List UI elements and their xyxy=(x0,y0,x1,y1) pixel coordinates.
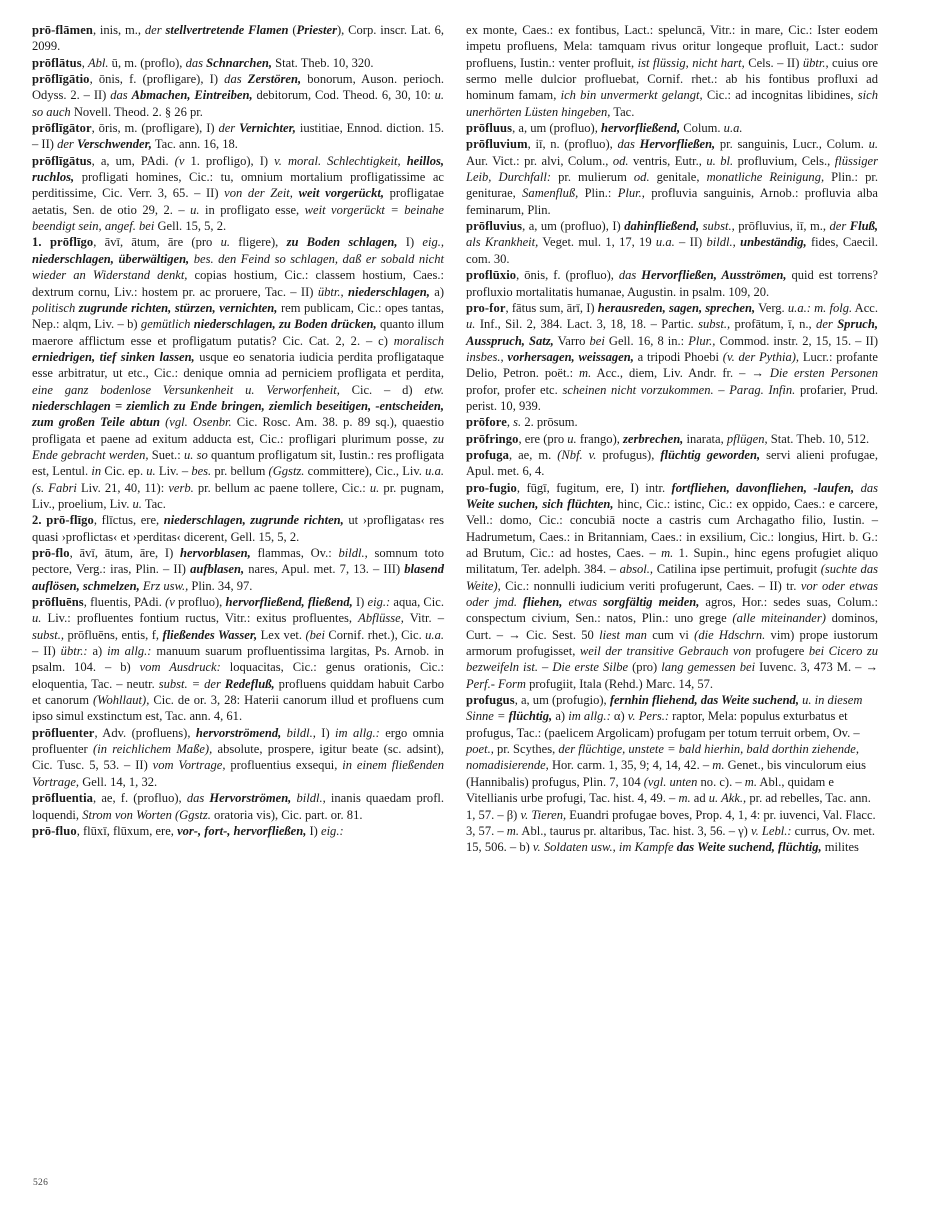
dictionary-entry: prō-flāmen, inis, m., der stellvertretende Flamen (Priester), Corp. inscr. Lat. 6, 2099. xyxy=(32,23,444,54)
page-number: 526 xyxy=(33,1178,49,1188)
dictionary-entry: prōfringo, ere (pro u. frango), zerbrechen, inarata, pflügen, Stat. Theb. 10, 512. xyxy=(466,431,870,446)
dictionary-entry: profugus, a, um (profugio), fernhin fliehend, das Weite suchend, u. in diesem Sinne = flüchtig, a) im allg.: α) v. Pers.: raptor, Mela: populus exturbatus et profugus, Tac.: (paelicem Argolicam) profugam per totum terruit orbem, Ov. – poet., pr. Scythes, der flüchtige, unstete = bald hierhin, bald dorthin ziehende, nomadisierende, Hor. carm. 1, 35, 9; 4, 14, 42. – m. Genet., bis vinculorum eius (Hannibalis) profugus, Plin. 7, 104 (vgl. unten no. c). – m. Abl., quidam e Vitellianis urbe profugi, Tac. hist. 4, 49. – m. ad u. Akk., pr. ad rebelles, Tac. ann. 1, 57. – β) v. Tieren, Euandri profugae boves, Prop. 4, 1, 4: pr. iuvenci, Val. Flacc. 3, 57. – m. Abl., taurus pr. altaribus, Tac. hist. 3, 56. – γ) v. Lebl.: currus, Ov. met. 15, 506. – b) v. Soldaten usw., im Kampfe das Weite suchend, flüchtig, milites xyxy=(466,693,876,855)
dictionary-entry: prōfluus, a, um (profluo), hervorfließend, Colum. u.a. xyxy=(466,121,743,136)
dictionary-entry: prōfluentia, ae, f. (profluo), das Hervorströmen, bildl., inanis quaedam profl. loquendi, Strom von Worten (Ggstz. oratoria vis), Cic. part. or. 81. xyxy=(32,791,444,822)
dictionary-entry: prō-flo, āvī, ātum, āre, I) hervorblasen, flammas, Ov.: bildl., somnum toto pectore, Verg.: iras, Plin. – II) aufblasen, nares, Apul. met. 7, 13. – III) blasend auflösen, schmelzen, Erz usw., Plin. 34, 97. xyxy=(32,546,444,593)
dictionary-entry: 1. prōflīgo, āvī, ātum, āre (pro u. fligere), zu Boden schlagen, I) eig., niederschlagen, überwältigen, bes. den Feind so schlagen, daß er sobald nicht wieder an Widerstand denkt, copias hostium, Cic.: classem hostium, Caes.: dextrum cornu, Liv.: hostem pr. ac proruere, Tac. – II) übtr., niederschlagen, a) politisch zugrunde richten, stürzen, vernichten, rem publicam, Cic.: opes tantas, Nep.: alqm, Liv. – b) gemütlich niederschlagen, zu Boden drücken, quanto illum maerore afflictum esse et profligatum putatis? Cic. Cat. 2, 2. – c) moralisch erniedrigen, tief sinken lassen, usque eo senatoria iudicia perdita profligataque esse arbitratur, ut etc., Cic.: denique omnia ad perniciem profligata et perdita, eine ganz bodenlose Versunkenheit u. Verworfenheit, Cic. – d) etw. niederschlagen = ziemlich zu Ende bringen, ziemlich beseitigen, -entscheiden, zum großen Teile abtun (vgl. Osenbr. Cic. Rosc. Am. 38. p. 89 sq.), quaestio profligata et paene ad exitum adducta est, Cic.: profligari plurimum posse, zu Ende gebracht werden, Suet.: u. so quantum profligatum sit, Iustin.: res profligata est, Lentul. in Cic. ep. u. Liv. – bes. pr. bellum (Ggstz. committere), Cic., Liv. u.a. (s. Fabri Liv. 21, 40, 11): verb. pr. bellum ac paene tollere, Cic.: u. pr. pugnam, Liv., proelium, Liv. u. Tac. xyxy=(32,235,445,511)
dictionary-entry: pro-fugio, fūgī, fugitum, ere, I) intr. fortfliehen, davonfliehen, -laufen, das Weite suchen, sich flüchten, hinc, Cic.: istinc, Cic.: ex oppido, Caes.: e carcere, Vell.: domo, Cic.: concubiā nocte a castris cum Archagatho filio, Iustin. – Hadrumetum, Caes.: in Britanniam, Caes.: in exsilium, Cic.: longius, Hirt. b. G.: ad Brutum, Cic.: ad hostes, Caes. – m. 1. Supin., hinc egens profugiet aliquo militatum, Ter. adelph. 384. – absol., Catilina ipse pertimuit, profugit (suchte das Weite), Cic.: nonnulli iudicium veriti profugerunt, Caes. – II) tr. vor oder etwas oder jmd. fliehen, etwas sorgfältig meiden, agros, Hor.: sedes suas, Colum.: conspectum civium, Sen.: natos, Plin.: uno grege (alle miteinander) dominos, Curt. – → Cic. Sest. 50 liest man cum vi (die Hdschrn. vim) prope iustorum armorum profugisset, weil der transitive Gebrauch von profugere bei Cicero zu bezweifeln ist. – Die erste Silbe (pro) lang gemessen bei Iuvenc. 3, 473 M. – → Perf.- Form profugiit, Itala (Rehd.) Marc. 14, 57. xyxy=(466,480,879,691)
dictionary-entry: profuga, ae, m. (Nbf. v. profugus), flüchtig geworden, servi alieni profugae, Apul. met. 6, 4. xyxy=(466,447,879,479)
dictionary-entry: proflūxio, ōnis, f. (profluo), das Hervorfließen, Ausströmen, quid est torrens? profluxio mortalitatis humanae, Augustin. in psalm. 109, 20. xyxy=(466,268,878,299)
dictionary-entry: prōflīgātus, a, um, PAdi. (v 1. profligo), I) v. moral. Schlechtigkeit, heillos, ruchlos, profligati homines, Cic.: tu, omnium mortalium profligatissime ac perditissime, Cic. Verr. 3, 65. – II) von der Zeit, weit vorgerückt, profligatae aetatis, Sen. de otio 29, 2. – u. in profligato esse, weit vorgerückt = beinahe beendigt sein, angef. bei Gell. 15, 5, 2. xyxy=(32,153,445,234)
dictionary-entry: prōflīgātio, ōnis, f. (profligare), I) das Zerstören, bonorum, Auson. perioch. Odyss. 2. – II) das Abmachen, Eintreiben, debitorum, Cod. Theod. 6, 30, 10: u. so auch Novell. Theod. 2. § 26 pr. xyxy=(32,72,444,119)
dictionary-entry: prō-fluo, flūxī, flūxum, ere, vor-, fort-, hervorfließen, I) eig.: xyxy=(32,823,344,838)
dictionary-entry: prōfluenter, Adv. (profluens), hervorströmend, bildl., I) im allg.: ergo omnia profluenter (in reichlichem Maße), absolute, prospere, igitur beate (sc. adsint), Cic. Tusc. 5, 53. – II) vom Vortrage, profluentius exsequi, in einem fließenden Vortrage, Gell. 14, 1, 32. xyxy=(32,725,445,789)
left-text-column xyxy=(32,22,444,1172)
dictionary-entry: prōfore, s. 2. prōsum. xyxy=(466,415,578,430)
right-text-column xyxy=(466,22,878,1172)
dictionary-entry: prōflīgātor, ōris, m. (profligare), I) der Vernichter, iustitiae, Ennod. diction. 15. – II) der Verschwender, Tac. ann. 16, 18. xyxy=(32,121,444,152)
dictionary-entry: prōfluvium, iī, n. (profluo), das Hervorfließen, pr. sanguinis, Lucr., Colum. u. Aur. Vict.: pr. alvi, Colum., od. ventris, Eutr., u. bl. profluvium, Cels., flüssiger Leib, Durchfall: pr. mulierum od. genitale, monatliche Reinigung, Plin.: pr. geniturae, Samenfluß, Plin.: Plur., profluvia sanguinis, Arnob.: profluvia alba feminarum, Plin. xyxy=(466,137,878,217)
dictionary-entry: prōflātus, Abl. ū, m. (proflo), das Schnarchen, Stat. Theb. 10, 320. xyxy=(32,55,374,70)
dictionary-entry: pro-for, fātus sum, ārī, I) herausreden, sagen, sprechen, Verg. u.a.: m. folg. Acc. u. Inf., Sil. 2, 384. Lact. 3, 18, 18. – Partic. subst., profātum, ī, n., der Spruch, Ausspruch, Satz, Varro bei Gell. 16, 8 in.: Plur., Commod. instr. 2, 15, 15. – II) insbes., vorhersagen, weissagen, a tripodi Phoebi (v. der Pythia), Lucr.: profante Delio, Petron. poët.: m. Acc., diem, Liv. Andr. fr. – → Die ersten Personen profor, profer etc. scheinen nicht vorzukommen. – Parag. Infin. profarier, Prud. perist. 10, 939. xyxy=(466,300,879,413)
dictionary-entry: 2. prō-flīgo, flīctus, ere, niederschlagen, zugrunde richten, ut ›profligatas‹ res quasi ›proflictas‹ et ›perditas‹ dicerent, Gell. 15, 5, 2. xyxy=(32,513,445,544)
entry-continuation: ex monte, Caes.: ex fontibus, Lact.: speluncā, Vitr.: in mare, Cic.: Ister eodem impetu profluens, Mela: tamquam rivus oritur longeque profluit, Lact.: sudor profluens, Iustin.: venter profluit, ist flüssig, nicht hart, Cels. – II) übtr., cuius ore sermo melle dulcior profluebat, Cornif. rhet.: ab his fontibus profluxi ad hominum famam, ich bin unvermerkt gelangt, Cic.: ad incognitas libidines, sich unerhörten Lüsten hingeben, Tac. xyxy=(466,23,878,119)
two-column-text-body xyxy=(32,22,904,1172)
dictionary-entry: prōfluvius, a, um (profluo), I) dahinfließend, subst., prōfluvius, iī, m., der Fluß, als Krankheit, Veget. mul. 1, 17, 19 u.a. – II) bildl., unbeständig, fides, Caecil. com. 30. xyxy=(466,219,879,266)
dictionary-entry: prōfluēns, fluentis, PAdi. (v profluo), hervorfließend, fließend, I) eig.: aqua, Cic. u. Liv.: profluentes fontium ructus, Vitr.: exitus profluentes, Abflüsse, Vitr. – subst., prōfluēns, entis, f, fließendes Wasser, Lex vet. (bei Cornif. rhet.), Cic. u.a. – II) übtr.: a) im allg.: manuum suarum profluentissima largitas, Ps. Arnob. in psalm. 104. – b) vom Ausdruck: loquacitas, Cic.: genus orationis, Cic.: eloquentia, Tac. – neutr. subst. = der Redefluß, profluens quiddam habuit Carbo et canorum (Wohllaut), Cic. de or. 3, 28: Haterii canorum illud et profluens cum ipso simul exstinctum est, Tac. ann. 4, 61. xyxy=(32,595,444,724)
